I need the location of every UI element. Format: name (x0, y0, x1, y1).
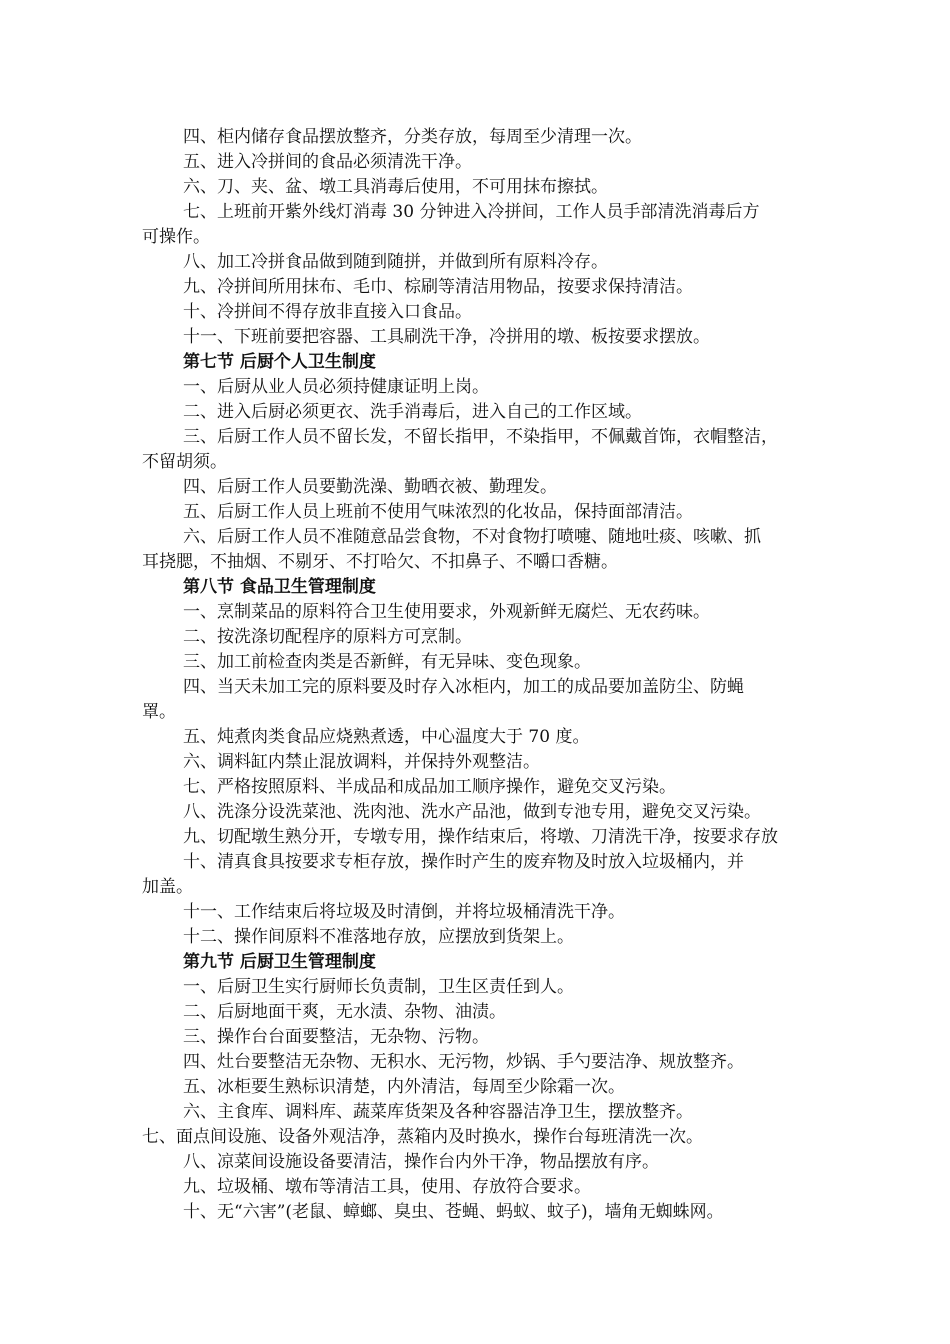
paragraph-line: 六、后厨工作人员不准随意品尝食物，不对食物打喷嚏、随地吐痰、咳嗽、抓 (183, 527, 761, 547)
paragraph-line: 五、进入冷拼间的食品必须清洗干净。 (183, 152, 472, 172)
paragraph-line: 五、后厨工作人员上班前不使用气味浓烈的化妆品，保持面部清洁。 (183, 502, 693, 522)
paragraph-line: 二、按洗涤切配程序的原料方可烹制。 (183, 627, 472, 647)
paragraph-line: 五、冰柜要生熟标识清楚，内外清洁，每周至少除霜一次。 (183, 1077, 625, 1097)
paragraph-line: 三、后厨工作人员不留长发，不留长指甲，不染指甲，不佩戴首饰，衣帽整洁， (183, 427, 778, 447)
section-heading-8: 第八节 食品卫生管理制度 (183, 577, 376, 597)
paragraph-line: 四、后厨工作人员要勤洗澡、勤晒衣被、勤理发。 (183, 477, 557, 497)
paragraph-line: 八、加工冷拼食品做到随到随拼，并做到所有原料冷存。 (183, 252, 608, 272)
paragraph-line: 四、当天未加工完的原料要及时存入冰柜内，加工的成品要加盖防尘、防蝇 (183, 677, 744, 697)
paragraph-line: 一、后厨从业人员必须持健康证明上岗。 (183, 377, 489, 397)
paragraph-line: 四、灶台要整洁无杂物、无积水、无污物，炒锅、手勺要洁净、规放整齐。 (183, 1052, 744, 1072)
paragraph-line: 九、冷拼间所用抹布、毛巾、棕刷等清洁用物品，按要求保持清洁。 (183, 277, 693, 297)
paragraph-line: 耳挠腮，不抽烟、不剔牙、不打哈欠、不扣鼻子、不嚼口香糖。 (142, 552, 618, 572)
paragraph-line: 六、刀、夹、盆、墩工具消毒后使用，不可用抹布擦拭。 (183, 177, 608, 197)
paragraph-line: 三、加工前检查肉类是否新鲜，有无异味、变色现象。 (183, 652, 591, 672)
section-heading-7: 第七节 后厨个人卫生制度 (183, 352, 376, 372)
paragraph-line: 加盖。 (142, 877, 193, 897)
paragraph-line: 不留胡须。 (142, 452, 227, 472)
section-heading-9: 第九节 后厨卫生管理制度 (183, 952, 376, 972)
paragraph-line: 十、冷拼间不得存放非直接入口食品。 (183, 302, 472, 322)
paragraph-line: 四、柜内储存食品摆放整齐，分类存放，每周至少清理一次。 (183, 127, 642, 147)
paragraph-line: 罩。 (142, 702, 176, 722)
paragraph-line: 十、无“六害”(老鼠、蟑螂、臭虫、苍蝇、蚂蚁、蚊子)，墙角无蜘蛛网。 (183, 1202, 724, 1222)
paragraph-line: 七、面点间设施、设备外观洁净，蒸箱内及时换水，操作台每班清洗一次。 (142, 1127, 703, 1147)
paragraph-line: 三、操作台台面要整洁，无杂物、污物。 (183, 1027, 489, 1047)
paragraph-line: 八、洗涤分设洗菜池、洗肉池、洗水产品池，做到专池专用，避免交叉污染。 (183, 802, 761, 822)
paragraph-line: 二、进入后厨必须更衣、洗手消毒后，进入自己的工作区域。 (183, 402, 642, 422)
paragraph-line: 十一、工作结束后将垃圾及时清倒，并将垃圾桶清洗干净。 (183, 902, 625, 922)
paragraph-line: 十一、下班前要把容器、工具刷洗干净，冷拼用的墩、板按要求摆放。 (183, 327, 710, 347)
paragraph-line: 一、烹制菜品的原料符合卫生使用要求，外观新鲜无腐烂、无农药味。 (183, 602, 710, 622)
paragraph-line: 十二、操作间原料不准落地存放，应摆放到货架上。 (183, 927, 574, 947)
paragraph-line: 一、后厨卫生实行厨师长负责制，卫生区责任到人。 (183, 977, 574, 997)
paragraph-line: 五、炖煮肉类食品应烧熟煮透，中心温度大于 70 度。 (183, 727, 590, 747)
paragraph-line: 九、垃圾桶、墩布等清洁工具，使用、存放符合要求。 (183, 1177, 591, 1197)
paragraph-line: 七、上班前开紫外线灯消毒 30 分钟进入冷拼间，工作人员手部清洗消毒后方 (183, 202, 760, 222)
paragraph-line: 六、调料缸内禁止混放调料，并保持外观整洁。 (183, 752, 540, 772)
paragraph-line: 八、凉菜间设施设备要清洁，操作台内外干净，物品摆放有序。 (183, 1152, 659, 1172)
paragraph-line: 七、严格按照原料、半成品和成品加工顺序操作，避免交叉污染。 (183, 777, 676, 797)
paragraph-line: 二、后厨地面干爽，无水渍、杂物、油渍。 (183, 1002, 506, 1022)
paragraph-line: 十、清真食具按要求专柜存放，操作时产生的废弃物及时放入垃圾桶内，并 (183, 852, 744, 872)
paragraph-line: 六、主食库、调料库、蔬菜库货架及各种容器洁净卫生，摆放整齐。 (183, 1102, 693, 1122)
paragraph-line: 可操作。 (142, 227, 210, 247)
paragraph-line: 九、切配墩生熟分开，专墩专用，操作结束后，将墩、刀清洗干净，按要求存放 (183, 827, 778, 847)
